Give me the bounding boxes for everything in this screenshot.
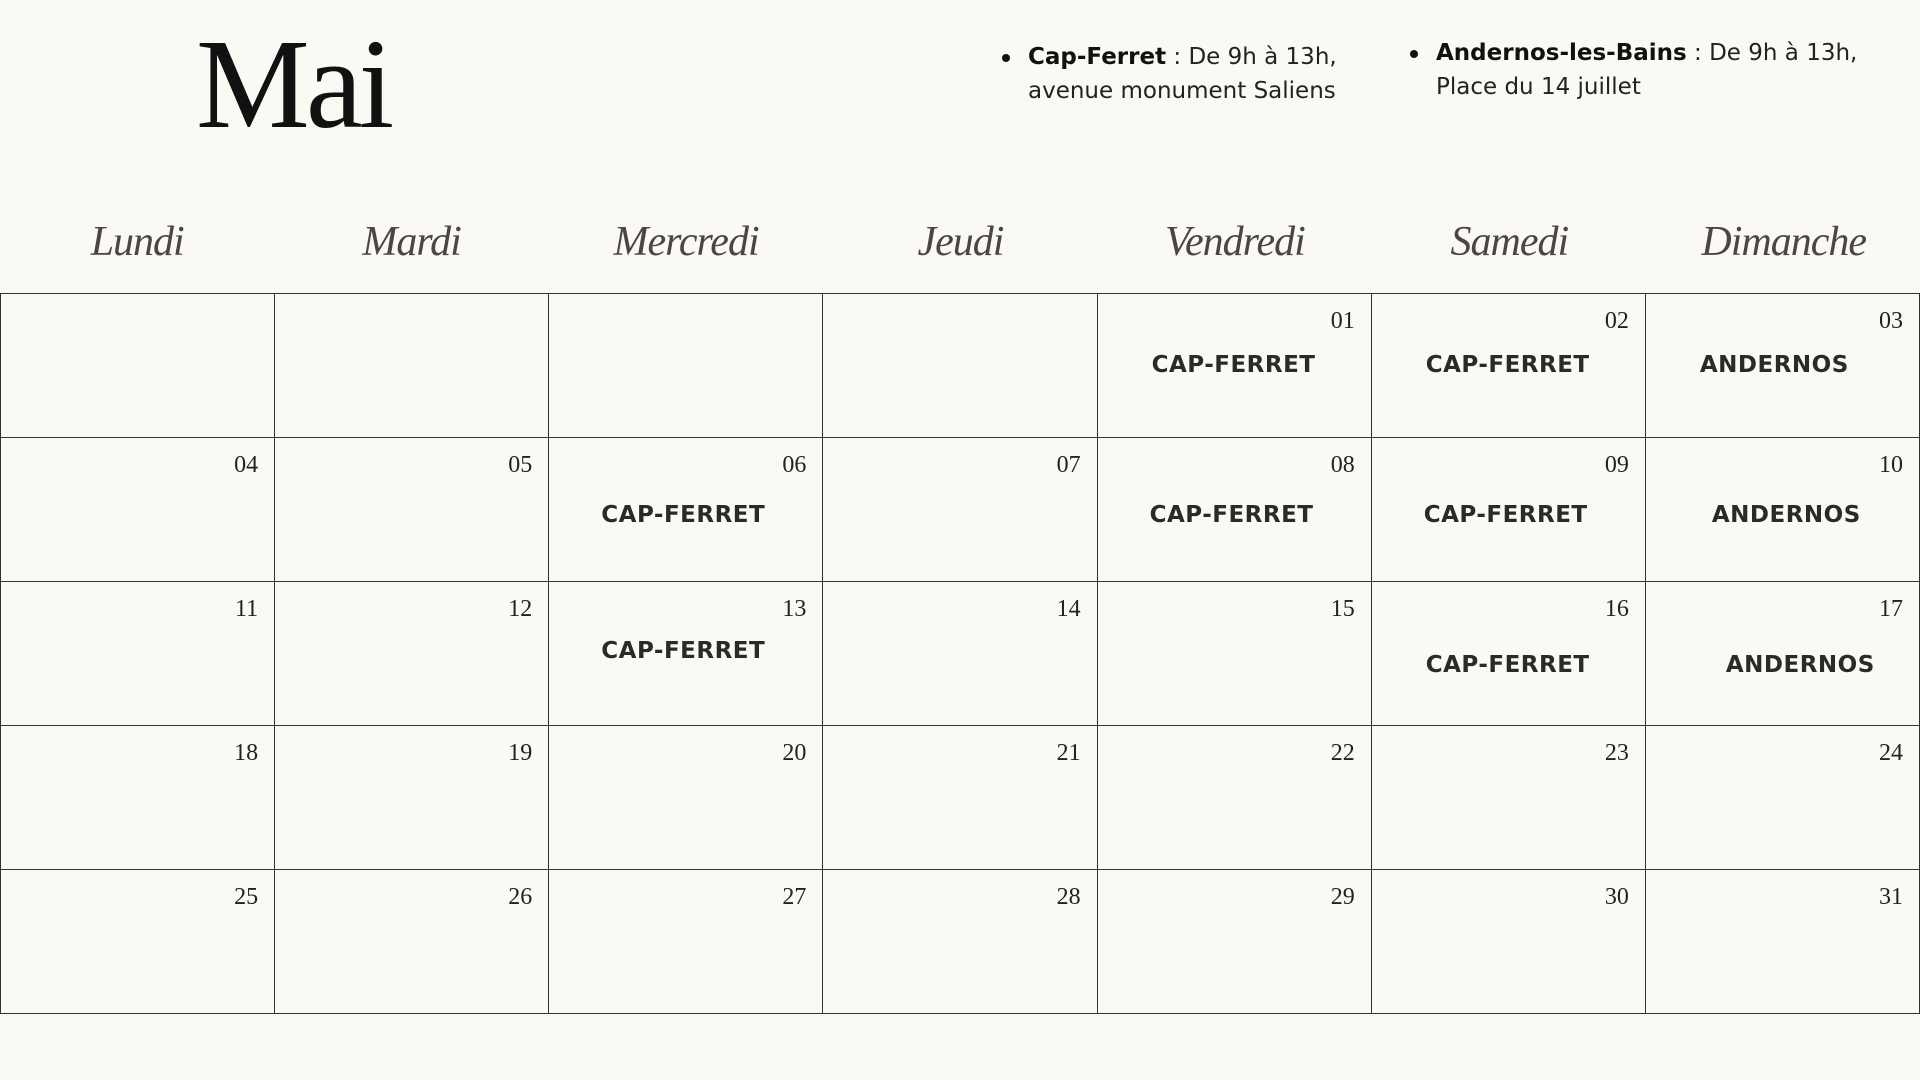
- legend-hours: : De 9h à 13h,: [1686, 40, 1858, 66]
- day-number: 08: [1330, 452, 1355, 478]
- calendar-day-cell[interactable]: [549, 438, 823, 582]
- day-number: 07: [1056, 452, 1081, 478]
- calendar-day-cell[interactable]: [1098, 294, 1372, 438]
- day-number: 15: [1330, 596, 1355, 622]
- calendar-day-cell[interactable]: [275, 582, 549, 726]
- weekday-header-row: [0, 218, 1920, 266]
- day-number: 06: [782, 452, 807, 478]
- calendar-day-cell[interactable]: [1, 870, 275, 1014]
- weekday-wednesday: Mercredi: [613, 219, 759, 265]
- month-title: Mai: [196, 13, 391, 155]
- calendar-day-cell[interactable]: [1372, 870, 1646, 1014]
- day-number: 20: [782, 740, 807, 766]
- day-number: 05: [508, 452, 533, 478]
- market-event-label: CAP-FERRET: [601, 638, 766, 664]
- market-event-label: CAP-FERRET: [1425, 352, 1590, 378]
- weekday-friday: Vendredi: [1165, 219, 1305, 265]
- legend-item-cap-ferret: [1000, 40, 1380, 108]
- calendar-day-cell[interactable]: [1, 582, 275, 726]
- calendar-day-cell[interactable]: [1098, 438, 1372, 582]
- day-number: 23: [1604, 740, 1629, 766]
- day-number: 11: [235, 596, 259, 622]
- weekday-sunday: Dimanche: [1701, 219, 1867, 265]
- day-number: 10: [1878, 452, 1903, 478]
- calendar-day-cell[interactable]: [1646, 726, 1920, 870]
- legend-address: avenue monument Saliens: [1028, 78, 1336, 104]
- day-number: 03: [1878, 308, 1903, 334]
- calendar-day-cell[interactable]: [275, 726, 549, 870]
- calendar-day-cell[interactable]: [823, 726, 1097, 870]
- calendar-day-cell[interactable]: [1646, 582, 1920, 726]
- legend-location-name: Andernos-les-Bains: [1436, 40, 1687, 66]
- market-event-label: CAP-FERRET: [1423, 502, 1588, 528]
- calendar-day-cell[interactable]: [823, 294, 1097, 438]
- market-event-label: ANDERNOS: [1725, 652, 1875, 678]
- day-number: 12: [508, 596, 533, 622]
- calendar-day-cell[interactable]: [549, 726, 823, 870]
- weekday-monday: Lundi: [90, 219, 184, 265]
- calendar-day-cell[interactable]: [823, 582, 1097, 726]
- legend-item-andernos: [1408, 36, 1888, 104]
- day-number: 24: [1878, 740, 1903, 766]
- calendar-day-cell[interactable]: [275, 438, 549, 582]
- calendar-day-cell[interactable]: [1372, 438, 1646, 582]
- calendar-day-cell[interactable]: [549, 870, 823, 1014]
- calendar-day-cell[interactable]: [1098, 726, 1372, 870]
- legend-andernos: [1408, 36, 1888, 104]
- day-number: 29: [1330, 884, 1355, 910]
- day-number: 25: [234, 884, 259, 910]
- weekday-thursday: Jeudi: [917, 219, 1004, 265]
- day-number: 26: [508, 884, 533, 910]
- weekday-tuesday: Mardi: [362, 219, 461, 265]
- day-number: 04: [234, 452, 259, 478]
- day-number: 13: [782, 596, 807, 622]
- day-number: 16: [1604, 596, 1629, 622]
- market-event-label: CAP-FERRET: [601, 502, 766, 528]
- day-number: 09: [1604, 452, 1629, 478]
- calendar-day-cell[interactable]: [1646, 870, 1920, 1014]
- day-number: 01: [1330, 308, 1355, 334]
- market-event-label: CAP-FERRET: [1149, 502, 1314, 528]
- day-number: 27: [782, 884, 807, 910]
- weekday-saturday: Samedi: [1450, 219, 1569, 265]
- day-number: 28: [1056, 884, 1081, 910]
- calendar-day-cell[interactable]: [549, 294, 823, 438]
- day-number: 30: [1604, 884, 1629, 910]
- day-number: 17: [1878, 596, 1903, 622]
- calendar-day-cell[interactable]: [1, 726, 275, 870]
- legend-hours: : De 9h à 13h,: [1166, 44, 1337, 70]
- calendar-grid: [0, 293, 1920, 1014]
- market-event-label: CAP-FERRET: [1151, 352, 1316, 378]
- market-event-label: ANDERNOS: [1699, 352, 1849, 378]
- day-number: 21: [1056, 740, 1081, 766]
- calendar-day-cell[interactable]: [1646, 438, 1920, 582]
- calendar-day-cell[interactable]: [275, 294, 549, 438]
- calendar-day-cell[interactable]: [1, 438, 275, 582]
- calendar-day-cell[interactable]: [1098, 582, 1372, 726]
- day-number: 31: [1878, 884, 1903, 910]
- day-number: 19: [508, 740, 533, 766]
- calendar-day-cell[interactable]: [1646, 294, 1920, 438]
- day-number: 22: [1330, 740, 1355, 766]
- market-event-label: ANDERNOS: [1711, 502, 1861, 528]
- legend-location-name: Cap-Ferret: [1028, 44, 1167, 70]
- day-number: 14: [1056, 596, 1081, 622]
- legend-cap-ferret: [1000, 40, 1380, 108]
- calendar-day-cell[interactable]: [1372, 582, 1646, 726]
- calendar-day-cell[interactable]: [549, 582, 823, 726]
- calendar-day-cell[interactable]: [1098, 870, 1372, 1014]
- legend-address: Place du 14 juillet: [1436, 74, 1641, 100]
- calendar-day-cell[interactable]: [823, 870, 1097, 1014]
- calendar-day-cell[interactable]: [823, 438, 1097, 582]
- calendar-day-cell[interactable]: [1372, 294, 1646, 438]
- calendar-day-cell[interactable]: [275, 870, 549, 1014]
- day-number: 18: [234, 740, 259, 766]
- calendar-day-cell[interactable]: [1, 294, 275, 438]
- day-number: 02: [1604, 308, 1629, 334]
- calendar-day-cell[interactable]: [1372, 726, 1646, 870]
- market-event-label: CAP-FERRET: [1425, 652, 1590, 678]
